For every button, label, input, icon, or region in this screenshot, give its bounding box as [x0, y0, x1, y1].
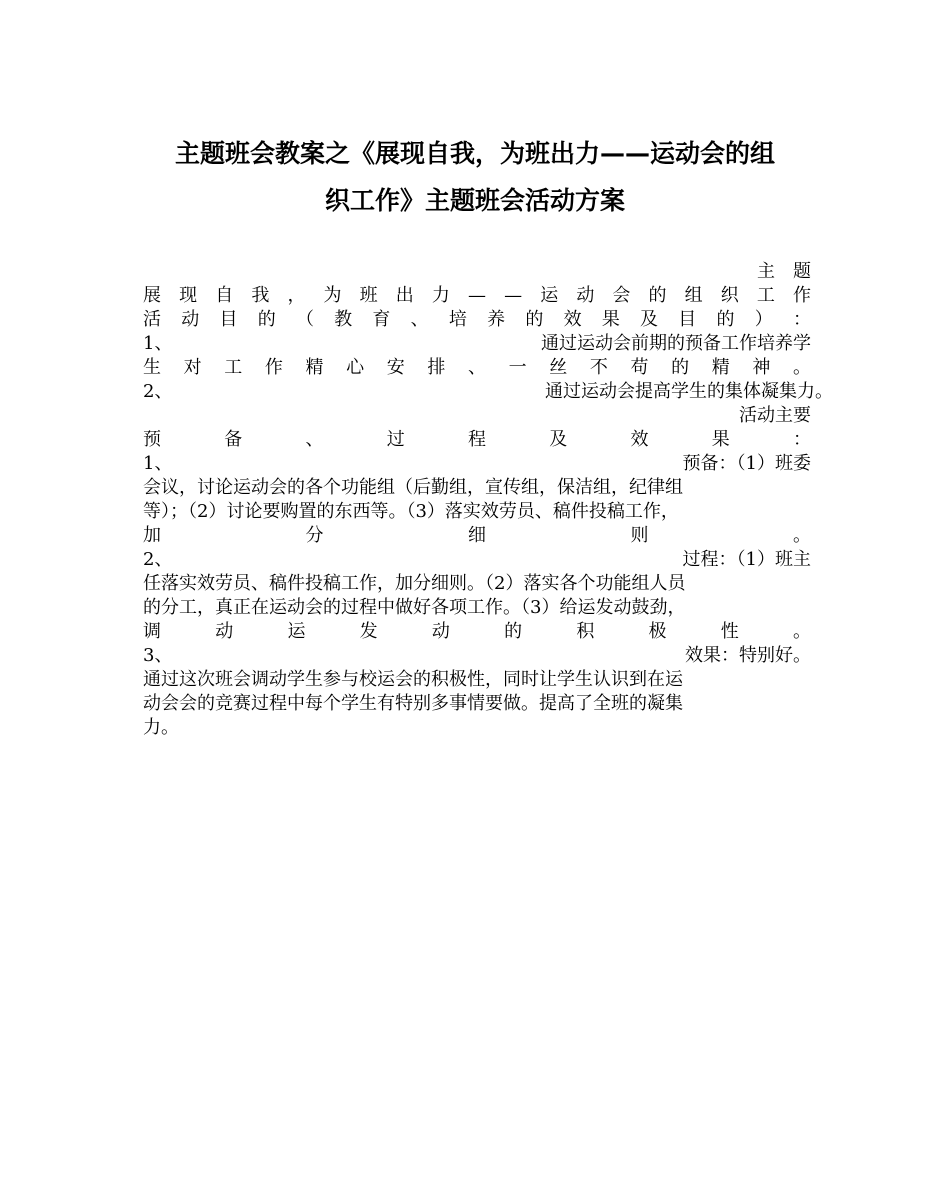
justified-char: 养: [487, 309, 506, 330]
justified-char: 、: [410, 309, 429, 330]
theme-text: [143, 284, 811, 308]
goal-2-number: 2、: [143, 381, 173, 402]
justified-char: 目: [219, 309, 238, 330]
justified-char: 。: [793, 357, 811, 378]
justified-char: 活: [143, 309, 161, 330]
justified-char: 及: [640, 309, 659, 330]
step-2-number: 2、: [143, 549, 173, 570]
justified-char: —: [504, 285, 523, 306]
step-1-text: 预备：（1）班委: [682, 453, 811, 474]
justified-char: 力: [431, 285, 450, 306]
step-2-continuation-3: [143, 620, 811, 644]
step-3-number: 3、: [143, 645, 173, 666]
main-label: 活动主要: [739, 405, 811, 426]
justified-char: 的: [648, 285, 667, 306]
justified-char: 则: [630, 525, 649, 546]
justified-char: 运: [540, 285, 559, 306]
step-1-line: [143, 452, 811, 476]
justified-char: 备: [224, 429, 243, 450]
justified-char: 作: [792, 285, 811, 306]
step-3-continuation-3: 力。: [143, 717, 179, 738]
justified-char: 细: [468, 525, 486, 546]
justified-char: 果: [601, 309, 620, 330]
justified-char: 教: [334, 309, 353, 330]
theme-label: 主 题: [757, 261, 811, 282]
justified-char: 发: [359, 621, 378, 642]
step-3-line: [143, 644, 811, 668]
justified-char: 动: [215, 621, 234, 642]
goal-1-text: 通过运动会前期的预备工作培养学: [541, 333, 811, 354]
justified-char: 精: [305, 357, 324, 378]
goal-heading: [143, 308, 811, 332]
justified-char: 的: [257, 309, 276, 330]
justified-char: 为: [323, 285, 342, 306]
step-3-text: 效果：特别好。: [685, 645, 811, 666]
justified-char: 培: [448, 309, 467, 330]
justified-char: 过: [386, 429, 405, 450]
justified-char: 自: [215, 285, 234, 306]
step-1-number: 1、: [143, 453, 173, 474]
justified-char: 的: [671, 357, 690, 378]
step-2-text: 过程：（1）班主: [682, 549, 811, 570]
justified-char: 展: [143, 285, 161, 306]
justified-char: 我: [251, 285, 270, 306]
justified-char: 苟: [630, 357, 649, 378]
justified-char: 对: [183, 357, 202, 378]
justified-char: 现: [179, 285, 198, 306]
justified-char: 育: [372, 309, 391, 330]
justified-char: 程: [468, 429, 486, 450]
justified-char: 排: [427, 357, 446, 378]
step-1-continuation-3: [143, 524, 811, 548]
justified-char: 。: [792, 621, 811, 642]
justified-char: 动: [431, 621, 450, 642]
justified-char: 作: [264, 357, 283, 378]
justified-char: 安: [386, 357, 405, 378]
step-1-continuation-1: 会议，讨论运动会的各个功能组（后勤组，宣传组，保洁组，纪律组: [143, 477, 683, 498]
document-title-line-1: 主题班会教案之《展现自我，为班出力——运动会的组: [174, 139, 775, 168]
justified-char: 的: [716, 309, 735, 330]
justified-char: 、: [468, 357, 486, 378]
document-title-line-2: 织工作》主题班会活动方案: [324, 186, 625, 215]
main-heading: [143, 428, 811, 452]
justified-char: 效: [630, 429, 649, 450]
document-body: [143, 260, 833, 740]
justified-char: 会: [612, 285, 631, 306]
justified-char: 班: [359, 285, 378, 306]
justified-char: 不: [589, 357, 608, 378]
goal-1-number: 1、: [143, 333, 173, 354]
step-3-continuation-1: 通过这次班会调动学生参与校运会的积极性，同时让学生认识到在运: [143, 669, 683, 690]
justified-char: 的: [504, 621, 523, 642]
justified-char: ，: [287, 285, 306, 306]
justified-char: 出: [395, 285, 414, 306]
justified-char: 心: [346, 357, 365, 378]
goal-1-continuation: [143, 356, 811, 380]
justified-char: 一: [508, 357, 527, 378]
justified-char: 。: [793, 525, 811, 546]
justified-char: 生: [143, 357, 161, 378]
step-2-continuation-2: 的分工，真正在运动会的过程中做好各项工作。（3）给运发动鼓劲，: [143, 597, 686, 618]
justified-char: 神: [752, 357, 771, 378]
justified-char: 、: [305, 429, 324, 450]
justified-char: 动: [576, 285, 595, 306]
justified-char: 的: [525, 309, 544, 330]
goal-2-line: [143, 380, 833, 404]
justified-char: 调: [143, 621, 161, 642]
justified-char: 预: [143, 429, 161, 450]
justified-char: 工: [756, 285, 775, 306]
justified-char: 加: [143, 525, 161, 546]
justified-char: 性: [720, 621, 739, 642]
step-2-line: [143, 548, 811, 572]
justified-char: 极: [648, 621, 667, 642]
step-1-continuation-2: 等）；（2）讨论要购置的东西等。（3）落实效劳员、稿件投稿工作，: [143, 501, 679, 522]
goal-2-text: 通过运动会提高学生的集体凝集力。: [545, 381, 833, 402]
goal-1-line: [143, 332, 811, 356]
justified-char: 积: [576, 621, 595, 642]
justified-char: 动: [181, 309, 200, 330]
justified-char: （: [295, 309, 314, 330]
justified-char: ）: [754, 309, 773, 330]
justified-char: 组: [684, 285, 703, 306]
justified-char: 工: [224, 357, 243, 378]
step-3-continuation-2: 动会会的竞赛过程中每个学生有特别多事情要做。提高了全班的凝集: [143, 693, 683, 714]
step-2-continuation-1: 任落实效劳员、稿件投稿工作，加分细则。（2）落实各个功能组人员: [143, 573, 686, 594]
justified-char: 织: [720, 285, 739, 306]
justified-char: 效: [563, 309, 582, 330]
justified-char: ：: [793, 429, 811, 450]
justified-char: 精: [711, 357, 730, 378]
justified-char: 运: [287, 621, 306, 642]
justified-char: 分: [305, 525, 324, 546]
justified-char: 及: [549, 429, 568, 450]
justified-char: 目: [678, 309, 697, 330]
justified-char: 果: [711, 429, 730, 450]
justified-char: 丝: [549, 357, 568, 378]
justified-char: ：: [792, 309, 811, 330]
justified-char: —: [467, 285, 486, 306]
